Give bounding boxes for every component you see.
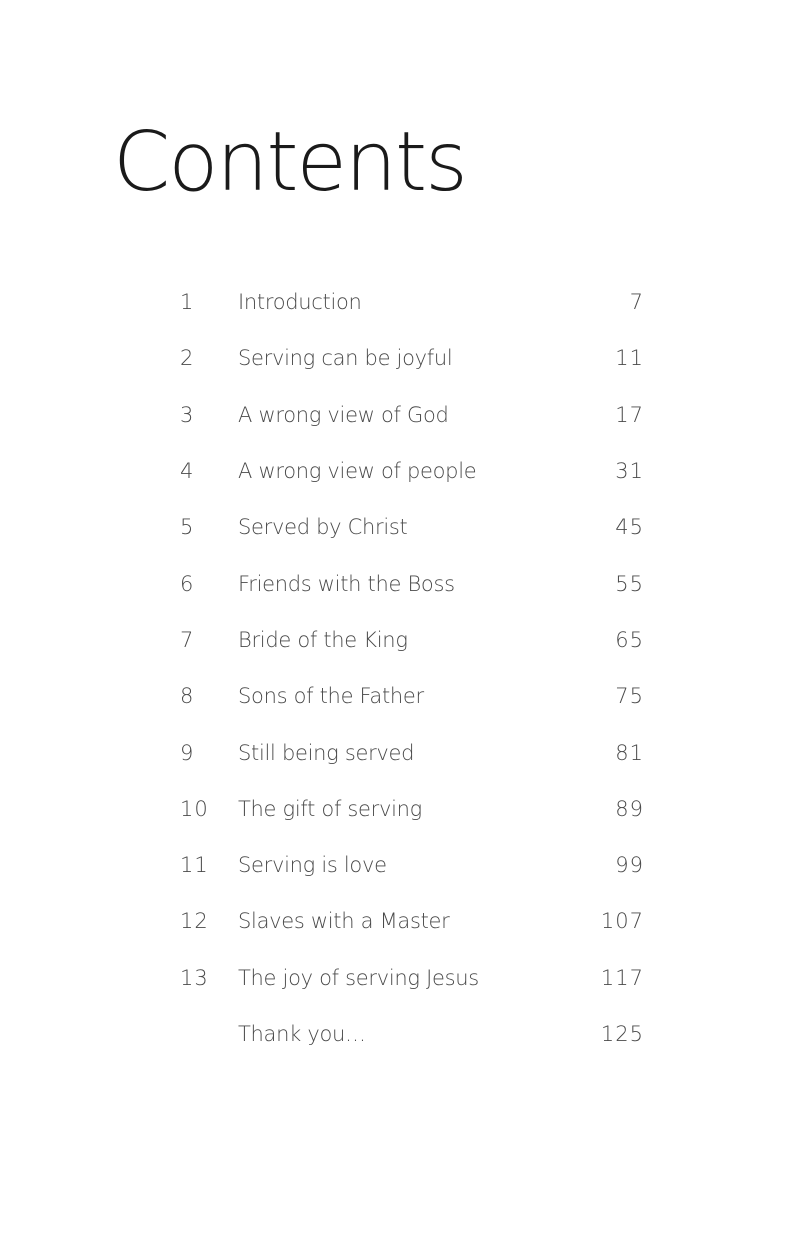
toc-entry-5[interactable] xyxy=(180,499,650,555)
chapter-number: 3 xyxy=(180,402,195,427)
chapter-title: Still being served xyxy=(238,740,415,765)
chapter-title: Thank you… xyxy=(238,1022,366,1046)
toc-entry-13[interactable] xyxy=(180,950,650,1006)
chapter-title: Served by Christ xyxy=(238,515,408,540)
chapter-number: 12 xyxy=(180,909,209,934)
chapter-number: 1 xyxy=(180,290,195,315)
chapter-number: 5 xyxy=(180,515,195,540)
chapter-title: Serving is love xyxy=(238,853,387,878)
page-number: 55 xyxy=(615,571,644,596)
chapter-title: Bride of the King xyxy=(238,627,408,652)
toc-entry-12[interactable] xyxy=(180,893,650,949)
toc-entry-9[interactable] xyxy=(180,724,650,780)
page-number: 7 xyxy=(629,290,644,315)
page-number: 45 xyxy=(615,515,644,540)
toc-entry-8[interactable] xyxy=(180,668,650,724)
chapter-number: 9 xyxy=(180,740,195,765)
chapter-number: 2 xyxy=(180,346,195,371)
chapter-number: 4 xyxy=(180,459,195,484)
page-number: 117 xyxy=(600,965,644,990)
chapter-title: Serving can be joyful xyxy=(238,346,453,371)
chapter-number: 10 xyxy=(180,796,209,821)
chapter-number: 7 xyxy=(180,627,195,652)
page-number: 31 xyxy=(615,459,644,484)
chapter-title: A wrong view of God xyxy=(238,402,449,427)
page-number: 75 xyxy=(615,684,644,709)
chapter-number: 13 xyxy=(180,965,209,990)
chapter-number: 11 xyxy=(180,853,209,878)
toc-entry-6[interactable] xyxy=(180,555,650,611)
page-number: 65 xyxy=(615,627,644,652)
page-number: 89 xyxy=(615,796,644,821)
chapter-title: The joy of serving Jesus xyxy=(238,965,479,990)
page-number: 81 xyxy=(615,740,644,765)
chapter-number: 6 xyxy=(180,571,195,596)
toc-entry-4[interactable] xyxy=(180,443,650,499)
toc-entry-thank-you[interactable] xyxy=(180,1006,650,1062)
chapter-title: Introduction xyxy=(238,290,362,315)
chapter-number: 8 xyxy=(180,684,195,709)
table-of-contents xyxy=(180,274,650,1062)
chapter-title: Slaves with a Master xyxy=(238,909,450,934)
toc-entry-3[interactable] xyxy=(180,387,650,443)
page-number: 99 xyxy=(615,853,644,878)
toc-entry-2[interactable] xyxy=(180,330,650,386)
page-number: 17 xyxy=(615,402,644,427)
page-number: 125 xyxy=(600,1022,644,1046)
chapter-title: Sons of the Father xyxy=(238,684,424,709)
page-title: Contents xyxy=(113,115,466,210)
chapter-title: Friends with the Boss xyxy=(238,571,455,596)
page-number: 11 xyxy=(615,346,644,371)
chapter-title: A wrong view of people xyxy=(238,459,477,484)
toc-entry-7[interactable] xyxy=(180,612,650,668)
toc-entry-10[interactable] xyxy=(180,781,650,837)
toc-entry-11[interactable] xyxy=(180,837,650,893)
page-number: 107 xyxy=(600,909,644,934)
chapter-title: The gift of serving xyxy=(238,796,422,821)
toc-entry-1[interactable] xyxy=(180,274,650,330)
